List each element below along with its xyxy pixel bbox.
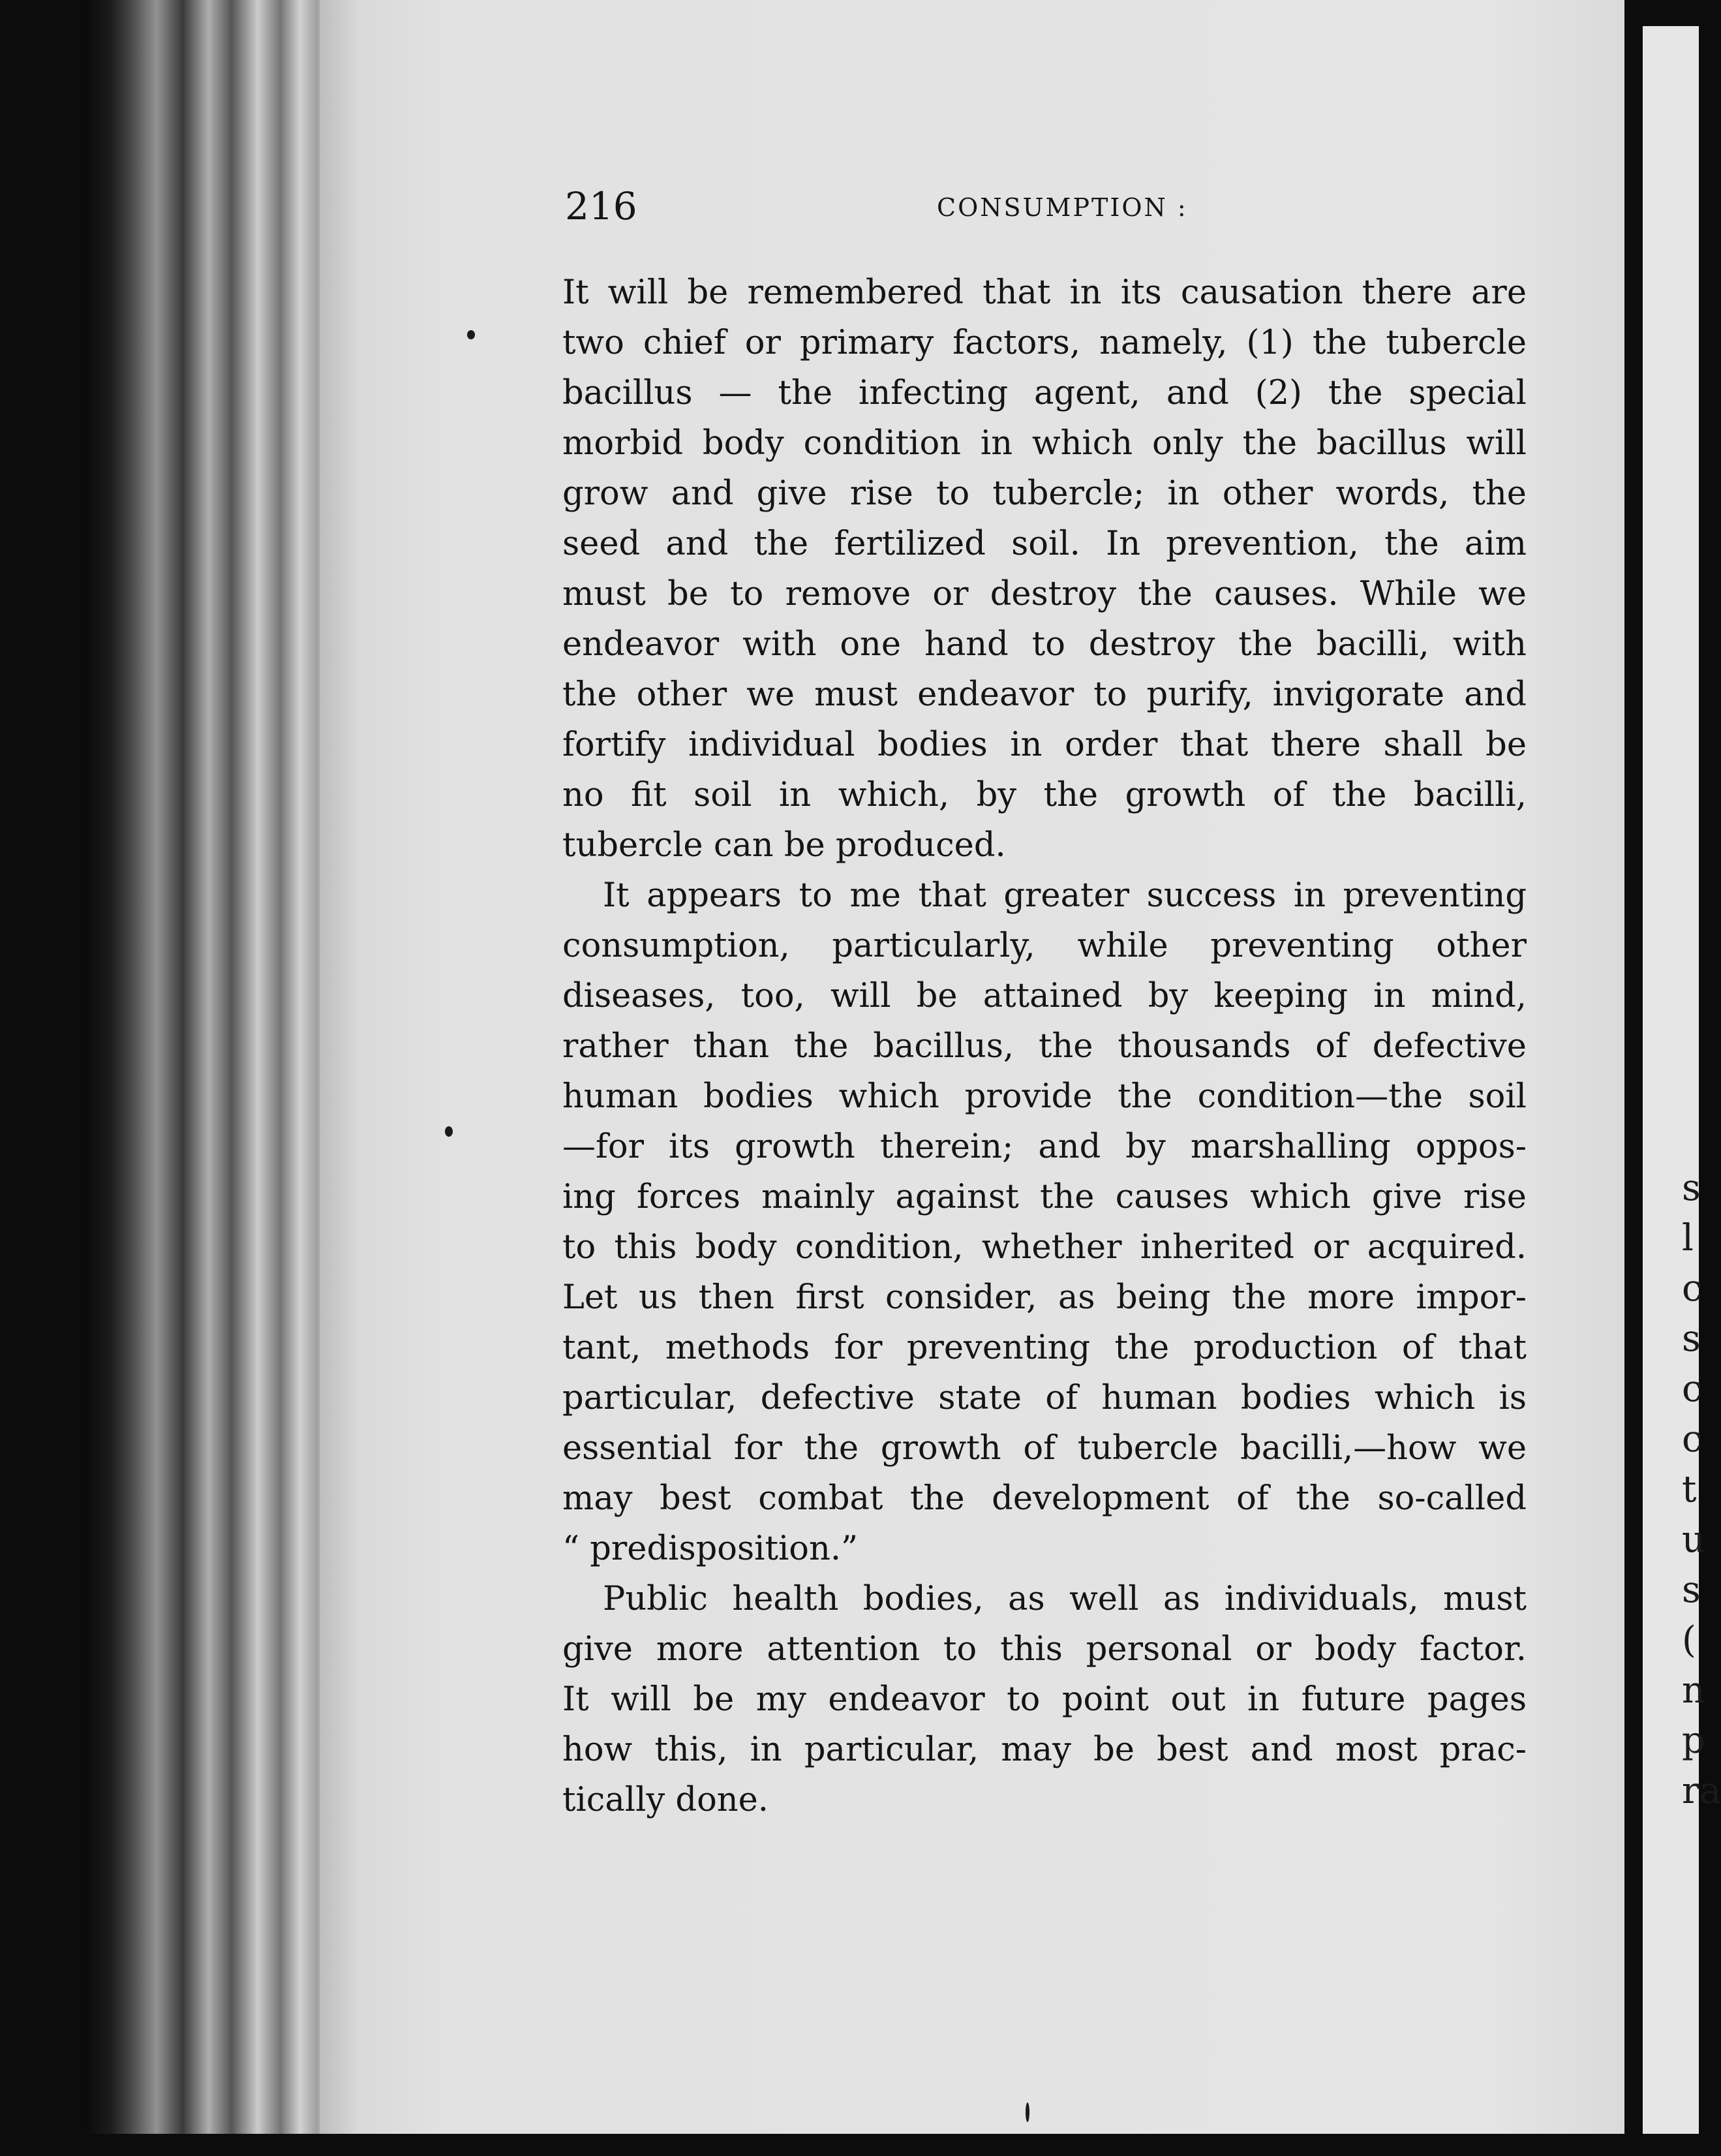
paragraph-2 — [562, 870, 1527, 1574]
text-line: bacillus — the infecting agent, and (2) the special — [562, 374, 1527, 412]
text-line: tically done. — [562, 1781, 769, 1819]
scan-bottom-border — [0, 2134, 1699, 2156]
adjacent-page-text — [1682, 1163, 1721, 1816]
text-line: may best combat the development of the so-called — [562, 1479, 1527, 1518]
adjacent-page — [1643, 26, 1699, 2134]
text-line: ing forces mainly against the causes which give rise — [562, 1178, 1527, 1216]
text-line: the other we must endeavor to purify, invigorate and — [562, 675, 1527, 714]
text-line: Let us then first consider, as being the more impor- — [562, 1278, 1527, 1317]
body-text — [562, 268, 1527, 1825]
text-line: human bodies which provide the condition—the soil — [562, 1077, 1527, 1116]
text-line: rather than the bacillus, the thousands of defective — [562, 1027, 1527, 1066]
text-line: seed and the fertilized soil. In prevention, the aim — [562, 525, 1527, 563]
text-line: to this body condition, whether inherited or acquired. — [562, 1228, 1527, 1267]
margin-speck — [467, 330, 475, 339]
paragraph-1 — [562, 268, 1527, 870]
text-line: It will be remembered that in its causation there are — [562, 273, 1527, 312]
text-line: morbid body condition in which only the bacillus will — [562, 424, 1527, 463]
paragraph-3 — [562, 1574, 1527, 1825]
text-line: It appears to me that greater success in preventing — [603, 876, 1527, 915]
text-line: how this, in particular, may be best and most prac- — [562, 1731, 1527, 1769]
margin-speck — [1026, 2102, 1029, 2122]
adjacent-letter: s — [1682, 1167, 1701, 1209]
page-header — [565, 184, 1524, 236]
text-line: fortify individual bodies in order that there shall be — [562, 726, 1527, 764]
text-line: essential for the growth of tubercle bacilli,—how we — [562, 1429, 1527, 1468]
text-line: “ predisposition.” — [562, 1530, 859, 1568]
adjacent-letter: t — [1682, 1468, 1697, 1511]
text-line: no fit soil in which, by the growth of the bacilli, — [562, 776, 1527, 814]
margin-speck — [445, 1126, 453, 1137]
page-edges-binding — [85, 0, 333, 2134]
text-line: consumption, particularly, while preventing other — [562, 927, 1527, 965]
page-number: 216 — [565, 184, 637, 228]
text-line: two chief or primary factors, namely, (1) the tubercle — [562, 324, 1527, 362]
text-line: diseases, too, will be attained by keeping in mind, — [562, 977, 1527, 1015]
adjacent-letter: n — [1682, 1669, 1706, 1712]
text-line: endeavor with one hand to destroy the bacilli, with — [562, 625, 1527, 664]
text-line: particular, defective state of human bodies which is — [562, 1379, 1527, 1417]
text-line: give more attention to this personal or body factor. — [562, 1630, 1527, 1669]
adjacent-letter: ra — [1682, 1770, 1721, 1812]
adjacent-letter: s — [1682, 1317, 1701, 1360]
adjacent-letter: s — [1682, 1569, 1701, 1611]
text-line: must be to remove or destroy the causes. While we — [562, 575, 1527, 613]
text-line: tant, methods for preventing the production of that — [562, 1329, 1527, 1367]
adjacent-letter: c — [1682, 1368, 1703, 1410]
text-line: Public health bodies, as well as individuals, must — [603, 1580, 1527, 1618]
text-line: It will be my endeavor to point out in future pages — [562, 1680, 1527, 1719]
adjacent-letter: c — [1682, 1418, 1703, 1460]
text-line: grow and give rise to tubercle; in other words, the — [562, 474, 1527, 513]
adjacent-letter: l — [1682, 1217, 1694, 1259]
text-line: tubercle can be produced. — [562, 826, 1006, 865]
adjacent-letter: ( — [1682, 1619, 1696, 1661]
text-line: —for its growth therein; and by marshalling oppos- — [562, 1128, 1527, 1166]
adjacent-letter: c — [1682, 1267, 1703, 1310]
adjacent-letter: p — [1682, 1719, 1705, 1762]
running-head: CONSUMPTION : — [937, 193, 1188, 222]
adjacent-letter: u — [1682, 1518, 1706, 1561]
